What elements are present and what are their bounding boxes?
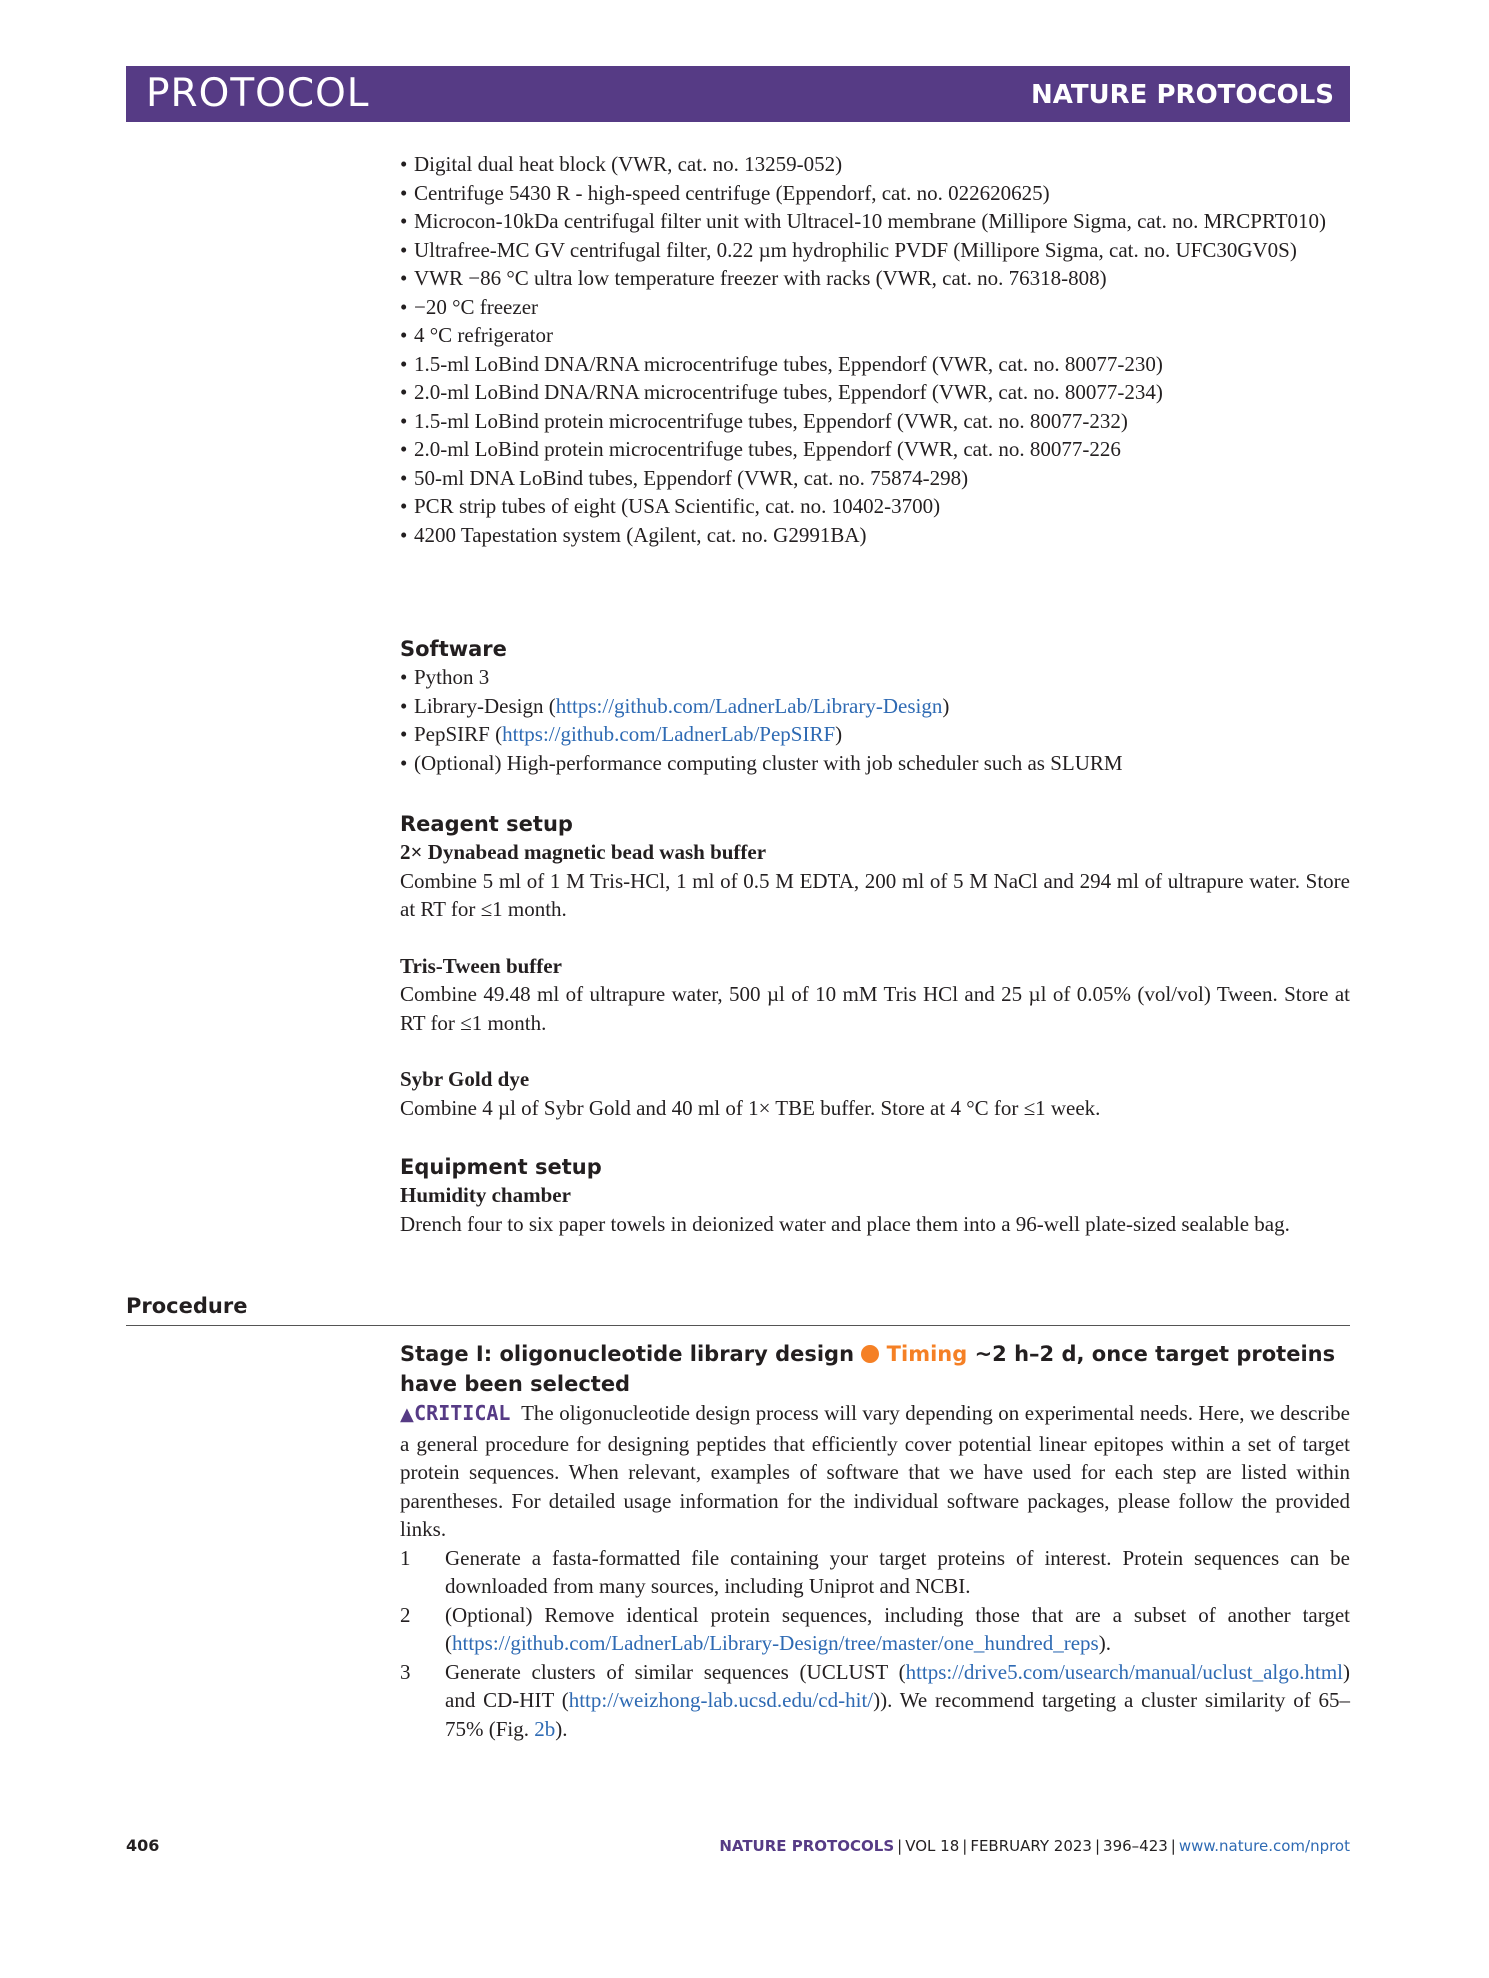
uclust-link[interactable]: https://drive5.com/usearch/manual/uclust_algo.html: [905, 1659, 1343, 1684]
footer-pages: 396–423: [1103, 1837, 1168, 1855]
list-item: • Digital dual heat block (VWR, cat. no. 13259-052): [400, 150, 1350, 179]
pepsirf-link[interactable]: https://github.com/LadnerLab/PepSIRF: [502, 722, 836, 746]
step-number: 2: [400, 1602, 411, 1627]
reagent-setup-heading: Reagent setup: [400, 812, 573, 836]
warning-triangle-icon: ▲: [400, 1404, 415, 1425]
list-item: • 4 °C refrigerator: [400, 321, 1350, 350]
journal-label: NATURE PROTOCOLS: [1030, 80, 1334, 110]
procedure-step: 3 Generate clusters of similar sequences (UCLUST (https://drive5.com/usearch/manual/uclust_algo.html) and CD-HIT (http://weizhong-lab.ucsd.edu/cd-hit/)). We recommend targeting a cluster similarity of 65–75% (Fig. 2b).: [400, 1659, 1350, 1741]
footer-journal: NATURE PROTOCOLS: [719, 1837, 895, 1855]
procedure-step: 2 (Optional) Remove identical protein sequences, including those that are a subset of another target (https://github.com/LadnerLab/Library-Design/tree/master/one_hundred_reps).: [400, 1602, 1350, 1655]
sybr-gold-body: Combine 4 µl of Sybr Gold and 40 ml of 1× TBE buffer. Store at 4 °C for ≤1 week.: [400, 1095, 1101, 1120]
tris-tween-title: Tris-Tween buffer: [400, 953, 562, 978]
step-number: 1: [400, 1545, 411, 1570]
page-number: 406: [126, 1836, 160, 1855]
software-section: [400, 635, 1350, 777]
list-item: • 4200 Tapestation system (Agilent, cat. no. G2991BA): [400, 521, 1350, 550]
procedure-divider: [126, 1325, 1350, 1326]
cd-hit-link[interactable]: http://weizhong-lab.ucsd.edu/cd-hit/: [568, 1688, 874, 1712]
list-item: • −20 °C freezer: [400, 293, 1350, 322]
one-hundred-reps-link[interactable]: https://github.com/LadnerLab/Library-Design/tree/master/one_hundred_reps: [452, 1631, 1099, 1655]
timing-value: ~2 h–2 d, once target proteins have been selected: [400, 1342, 1336, 1396]
critical-label: CRITICAL: [414, 1401, 511, 1425]
list-item: • 1.5-ml LoBind protein microcentrifuge tubes, Eppendorf (VWR, cat. no. 80077-232): [400, 407, 1350, 436]
step-text: (Optional) Remove identical protein sequences, including those that are a subset of another target (: [445, 1602, 1350, 1655]
list-item: • (Optional) High-performance computing cluster with job scheduler such as SLURM: [400, 749, 1350, 778]
wash-buffer-title: 2× Dynabead magnetic bead wash buffer: [400, 840, 767, 864]
footer-url-link[interactable]: www.nature.com/nprot: [1178, 1837, 1350, 1855]
reagent-setup-section: [400, 810, 1350, 1122]
list-item: • Python 3: [400, 663, 1350, 692]
step-number: 3: [400, 1659, 411, 1684]
equipment-list: [400, 150, 1350, 549]
list-item: • PCR strip tubes of eight (USA Scientific, cat. no. 10402-3700): [400, 492, 1350, 521]
critical-text: The oligonucleotide design process will vary depending on experimental needs. Here, we describe a general procedure for designing peptides that efficiently cover potential linear epitopes within a set of target protein sequences. When relevant, examples of software that we have used for each step are listed within parentheses. For detailed usage information for the individual software packages, please follow the provided links.: [400, 1401, 1350, 1541]
procedure-step: [400, 1544, 1350, 1601]
procedure-label: Procedure: [126, 1294, 248, 1318]
timing-label: Timing: [886, 1342, 968, 1366]
list-item: • Library-Design (https://github.com/LadnerLab/Library-Design): [400, 692, 1350, 721]
footer-citation: NATURE PROTOCOLS | VOL 18 | FEBRUARY 2023 | 396–423 | www.nature.com/nprot: [719, 1837, 1350, 1855]
list-item: • PepSIRF (https://github.com/LadnerLab/PepSIRF): [400, 720, 1350, 749]
equipment-setup-heading: Equipment setup: [400, 1155, 602, 1179]
list-item: • 2.0-ml LoBind DNA/RNA microcentrifuge tubes, Eppendorf (VWR, cat. no. 80077-234): [400, 378, 1350, 407]
header-banner: [126, 66, 1350, 122]
step-text: Generate a fasta-formatted file containing your target proteins of interest. Protein sequences can be downloaded from many sources, including Uniprot and NCBI.: [445, 1545, 1350, 1598]
figure-2b-link[interactable]: 2b: [534, 1716, 556, 1741]
list-item: • Microcon-10kDa centrifugal filter unit with Ultracel-10 membrane (Millipore Sigma, cat. no. MRCPRT010): [400, 207, 1350, 236]
equipment-list-section: [400, 150, 1350, 549]
footer-volume: VOL 18: [905, 1837, 960, 1855]
list-item: • 50-ml DNA LoBind tubes, Eppendorf (VWR, cat. no. 75874-298): [400, 464, 1350, 493]
tris-tween-body: Combine 49.48 ml of ultrapure water, 500 µl of 10 mM Tris HCl and 25 µl of 0.05% (vol/vol) Tween. Store at RT for ≤1 month.: [400, 982, 1350, 1035]
procedure-steps: [400, 1544, 1350, 1744]
section-label: PROTOCOL: [146, 71, 370, 116]
list-item: • 1.5-ml LoBind DNA/RNA microcentrifuge tubes, Eppendorf (VWR, cat. no. 80077-230): [400, 350, 1350, 379]
list-item: • 2.0-ml LoBind protein microcentrifuge tubes, Eppendorf (VWR, cat. no. 80077-226: [400, 435, 1350, 464]
stage-title: Stage I: oligonucleotide library design: [400, 1342, 855, 1366]
stage-heading: [400, 1339, 1350, 1399]
footer-date: FEBRUARY 2023: [970, 1837, 1092, 1855]
list-item: • Ultrafree-MC GV centrifugal filter, 0.22 µm hydrophilic PVDF (Millipore Sigma, cat. no. UFC30GV0S): [400, 236, 1350, 265]
equipment-setup-section: [400, 1153, 1350, 1238]
humidity-chamber-body: Drench four to six paper towels in deionized water and place them into a 96-well plate-sized sealable bag.: [400, 1211, 1290, 1236]
wash-buffer-body: Combine 5 ml of 1 M Tris-HCl, 1 ml of 0.5 M EDTA, 200 ml of 5 M NaCl and 294 ml of ultrapure water. Store at RT for ≤1 month.: [400, 868, 1350, 921]
timing-dot-icon: [861, 1345, 879, 1363]
sybr-gold-title: Sybr Gold dye: [400, 1067, 530, 1091]
software-list: [400, 663, 1350, 777]
software-heading: Software: [400, 637, 507, 661]
humidity-chamber-title: Humidity chamber: [400, 1183, 571, 1207]
stage-one-section: [400, 1339, 1350, 1743]
critical-note: [400, 1399, 1350, 1544]
list-item: • Centrifuge 5430 R - high-speed centrifuge (Eppendorf, cat. no. 022620625): [400, 179, 1350, 208]
library-design-link[interactable]: https://github.com/LadnerLab/Library-Design: [555, 693, 943, 718]
list-item: • VWR −86 °C ultra low temperature freezer with racks (VWR, cat. no. 76318-808): [400, 264, 1350, 293]
